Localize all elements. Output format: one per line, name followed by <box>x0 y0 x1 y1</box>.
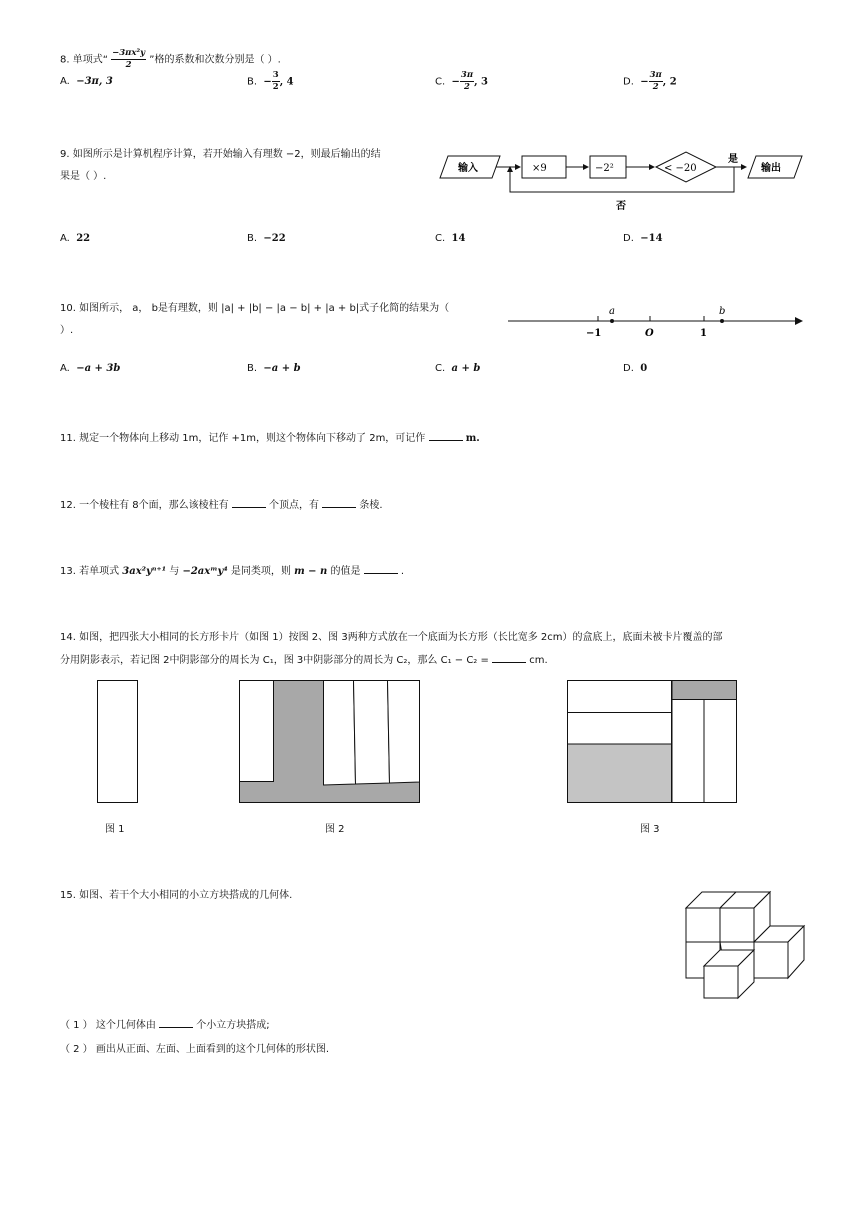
q12-vertices-blank[interactable] <box>232 497 266 508</box>
option-tail: , 2 <box>662 76 677 88</box>
card-second <box>568 713 672 745</box>
card-middle-1 <box>324 681 356 786</box>
option-key: A. <box>60 76 70 87</box>
q10-number-line <box>508 300 808 345</box>
fraction-denominator: 2 <box>652 82 659 92</box>
q13-stem <box>60 562 404 577</box>
option-text: 0 <box>640 363 648 374</box>
option-text: 22 <box>76 233 91 244</box>
option-fraction <box>272 70 280 93</box>
q11-stem-post: m. <box>465 433 480 444</box>
flow-no-label: 否 <box>616 201 626 212</box>
option-key: C. <box>435 363 446 374</box>
option-fraction <box>649 70 663 93</box>
q14-answer-blank[interactable] <box>492 652 526 663</box>
q12-stem <box>60 496 383 511</box>
shaded-left-region <box>568 744 672 803</box>
option-tail: , 4 <box>279 76 294 88</box>
q15-sub1-pre: （ 1 ） 这个几何体由 <box>60 1020 156 1031</box>
figure2-label: 图 2 <box>325 824 345 835</box>
option-key: C. <box>435 76 446 88</box>
q15-sub1 <box>60 1016 270 1031</box>
q14-stem-line2-pre: 分用阴影表示，若记图 2中阴影部分的周长为 C₁，图 3中阴影部分的周长为 C₂，那么 C₁ − C₂ = <box>60 655 489 666</box>
q12-stem-mid: 个顶点，有 <box>269 500 319 511</box>
option-key: B. <box>247 76 258 88</box>
flow-output-label: 输出 <box>761 163 781 174</box>
option-key: A. <box>60 363 70 374</box>
option-tail: , 3 <box>474 76 488 88</box>
q8-monomial-numerator: −3πx²y <box>112 48 146 58</box>
q14-figure2 <box>239 680 421 804</box>
q14-stem-line2 <box>60 651 548 666</box>
q9-flowchart <box>440 150 810 220</box>
option-text: −a + 3b <box>76 363 121 374</box>
cube-front-face <box>686 908 720 942</box>
card-top <box>568 681 672 713</box>
option-sign: − <box>263 76 272 88</box>
q11-stem-pre: 11. 规定一个物体向上移动 1m，记作 +1m，则这个物体向下移动了 2m，可记作 <box>60 433 426 444</box>
cube-front-face <box>754 942 788 978</box>
option-key: B. <box>247 233 258 244</box>
cube-front-face <box>704 966 738 998</box>
q14-figure3 <box>567 680 738 804</box>
q8-monomial-denominator: 2 <box>125 60 132 70</box>
flow-input-label: 输入 <box>458 163 478 174</box>
figure3-label: 图 3 <box>640 824 660 835</box>
point-b-dot <box>720 319 724 323</box>
q13-term2: −2axᵐy⁴ <box>182 566 228 577</box>
q14-figure1 <box>97 680 139 804</box>
option-text: −a + b <box>263 363 301 374</box>
card-vertical-left <box>672 700 704 803</box>
q10-option-a <box>60 363 120 374</box>
q8-monomial <box>111 48 146 71</box>
q15-sub2: （ 2 ） 画出从正面、左面、上面看到的这个几何体的形状图. <box>60 1044 330 1055</box>
option-key: D. <box>623 76 634 88</box>
q11-stem <box>60 429 480 444</box>
q13-stem-end: . <box>400 566 405 577</box>
q10-option-b <box>247 363 301 374</box>
card-rectangle <box>98 681 138 803</box>
shaded-top-right-region <box>672 681 737 700</box>
option-fraction <box>460 70 474 93</box>
q12-edges-blank[interactable] <box>322 497 356 508</box>
option-sign: − <box>640 76 649 88</box>
option-sign: − <box>451 76 460 88</box>
option-key: B. <box>247 363 258 374</box>
tick-one-label: 1 <box>700 328 707 339</box>
point-a-label: a <box>609 306 615 317</box>
q15-stem: 15. 如图、若干个大小相同的小立方块搭成的几何体. <box>60 890 293 901</box>
q15-sub1-post: 个小立方块搭成; <box>196 1020 270 1031</box>
fraction-denominator: 2 <box>464 82 470 92</box>
q15-cube-solid <box>684 886 808 1000</box>
fraction-numerator: 3π <box>460 70 474 80</box>
q13-answer-blank[interactable] <box>364 563 398 574</box>
q8-stem-post: ”格的系数和次数分别是（ ）. <box>149 54 281 66</box>
q12-stem-pre: 12. 一个棱柱有 8个面，那么该棱柱有 <box>60 500 229 511</box>
cube-front-face <box>720 908 754 942</box>
q14-stem-line2-post: cm. <box>529 655 548 666</box>
q11-answer-blank[interactable] <box>429 430 463 441</box>
q9-option-a <box>60 233 90 244</box>
option-text: 14 <box>451 233 466 244</box>
option-text: −3π, 3 <box>76 76 113 87</box>
q13-term1: 3ax²yⁿ⁺¹ <box>122 566 167 577</box>
q12-stem-post: 条棱. <box>359 500 383 511</box>
q9-stem-line1: 9. 如图所示是计算机程序计算，若开始输入有理数 −2，则最后输出的结 <box>60 149 381 160</box>
point-b-label: b <box>719 306 726 317</box>
flow-yes-label: 是 <box>728 154 738 165</box>
q10-option-d <box>623 363 647 374</box>
q10-option-c <box>435 363 480 374</box>
q8-stem-pre: 8. 单项式“ <box>60 54 108 66</box>
q8-option-a <box>60 76 113 87</box>
flow-condition-label: < −20 <box>664 163 697 174</box>
q10-stem-line2: ）. <box>60 325 74 336</box>
option-text: −22 <box>263 233 286 244</box>
q9-stem-line2: 果是（ ）. <box>60 171 107 182</box>
option-key: D. <box>623 363 634 374</box>
point-a-dot <box>610 319 614 323</box>
q15-count-blank[interactable] <box>159 1017 193 1028</box>
q10-stem-line1: 10. 如图所示， a， b是有理数，则 |a| + |b| − |a − b| + |a + b|式子化简的结果为（ <box>60 303 450 314</box>
q9-option-c <box>435 233 465 244</box>
q8-option-b <box>247 70 294 93</box>
q13-stem-post: 的值是 <box>327 566 361 577</box>
card-middle-2 <box>354 681 390 785</box>
q8-option-c <box>435 70 488 93</box>
q14-stem-line1: 14. 如图，把四张大小相同的长方形卡片（如图 1）按图 2、图 3两种方式放在一个底面为长方形（长比宽多 2cm）的盒底上，底面未被卡片覆盖的部 <box>60 632 723 643</box>
q8-option-d <box>623 70 677 93</box>
q8-stem <box>60 48 281 71</box>
q13-mid2: 是同类项，则 <box>227 566 295 577</box>
flow-op2-label: −2² <box>595 163 614 174</box>
option-key: A. <box>60 233 70 244</box>
card-left <box>240 681 274 782</box>
q9-option-b <box>247 233 286 244</box>
tick-neg1-label: −1 <box>586 328 602 339</box>
option-text: −14 <box>640 233 663 244</box>
fraction-denominator: 2 <box>272 82 279 92</box>
figure1-label: 图 1 <box>105 824 125 835</box>
fraction-numerator: 3 <box>272 70 279 80</box>
option-key: C. <box>435 233 446 244</box>
tick-zero-label: O <box>645 328 654 339</box>
option-key: D. <box>623 233 634 244</box>
q9-option-d <box>623 233 663 244</box>
flow-op1-label: ×9 <box>532 163 547 174</box>
q13-mid1: 与 <box>166 566 183 577</box>
q13-stem-pre: 13. 若单项式 <box>60 566 123 577</box>
card-right <box>388 681 420 784</box>
q13-expression: m − n <box>294 566 328 577</box>
card-vertical-right <box>704 700 737 803</box>
fraction-numerator: 3π <box>649 70 662 80</box>
option-text: a + b <box>451 363 481 374</box>
